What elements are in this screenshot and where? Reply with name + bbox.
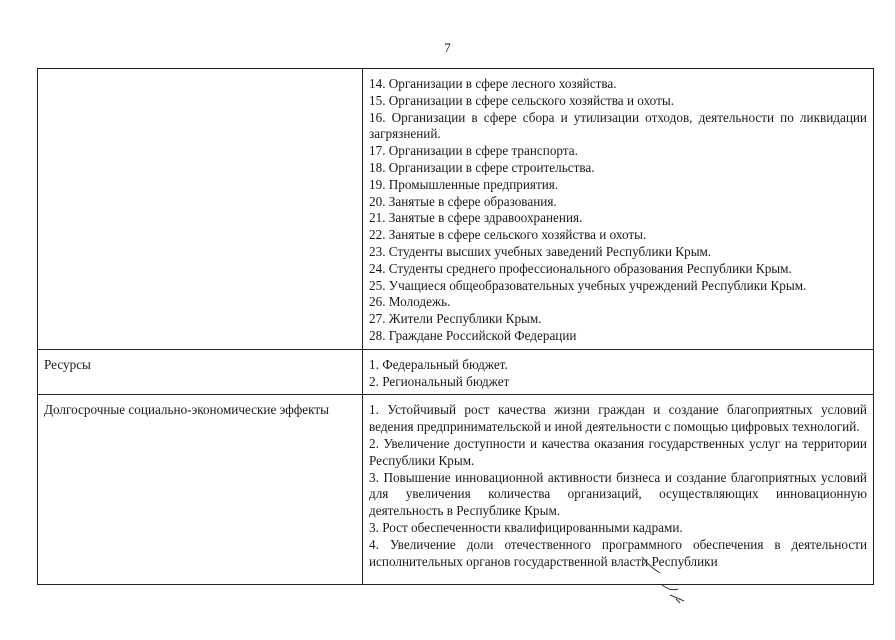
list-item: 24. Студенты среднего профессионального образования Республики Крым. [369,260,792,276]
list-item: 15. Организации в сфере сельского хозяйства и охоты. [369,92,674,108]
resources-label: Ресурсы [38,349,363,395]
document-table [37,68,874,585]
list-item: 27. Жители Республики Крым. [369,311,542,327]
list-item: 3. Рост обеспеченности квалифицированными кадрами. [369,519,683,535]
list-item: 28. Граждане Российской Федерации [369,327,577,343]
list-item: 21. Занятые в сфере здравоохранения. [369,210,583,226]
effects-list-cell [363,395,874,585]
list-item: 14. Организации в сфере лесного хозяйства. [369,76,617,91]
table-row-target-groups [38,69,874,350]
list-item: 19. Промышленные предприятия. [369,176,559,192]
effects-label: Долгосрочные социально-экономические эффекты [38,395,363,585]
resources-list-cell [363,349,874,395]
table-row-effects [38,395,874,585]
target-groups-label-cell [38,69,363,350]
list-item: 20. Занятые в сфере образования. [369,193,557,209]
list-item: 1. Федеральный бюджет. [369,356,508,372]
list-item: 2. Увеличение доступности и качества оказания государственных услуг на территории Республики Крым. [369,435,867,468]
list-item: 4. Увеличение доли отечественного программного обеспечения в деятельности исполнительных органов государственной власти Республики [369,536,867,569]
list-item: 23. Студенты высших учебных заведений Республики Крым. [369,243,712,259]
target-groups-list-cell [363,69,874,350]
list-item: 22. Занятые в сфере сельского хозяйства и охоты. [369,227,647,243]
list-item: 16. Организации в сфере сбора и утилизации отходов, деятельности по ликвидации загрязнений. [369,109,867,142]
list-item: 18. Организации в сфере строительства. [369,159,595,175]
list-item: 1. Устойчивый рост качества жизни граждан и создание благоприятных условий ведения предпринимательской и иной деятельности с помощью цифровых технологий. [369,402,867,435]
page-number: 7 [444,40,451,55]
list-item: 25. Учащиеся общеобразовательных учебных учреждений Республики Крым. [369,277,807,293]
list-item: 26. Молодежь. [369,294,451,310]
list-item: 2. Региональный бюджет [369,373,510,389]
table-row-resources [38,349,874,395]
list-item: 3. Повышение инновационной активности бизнеса и создание благоприятных условий для увеличения количества организаций, осуществляющих инновационную деятельность в Республике Крым. [369,469,867,519]
list-item: 17. Организации в сфере транспорта. [369,143,578,159]
